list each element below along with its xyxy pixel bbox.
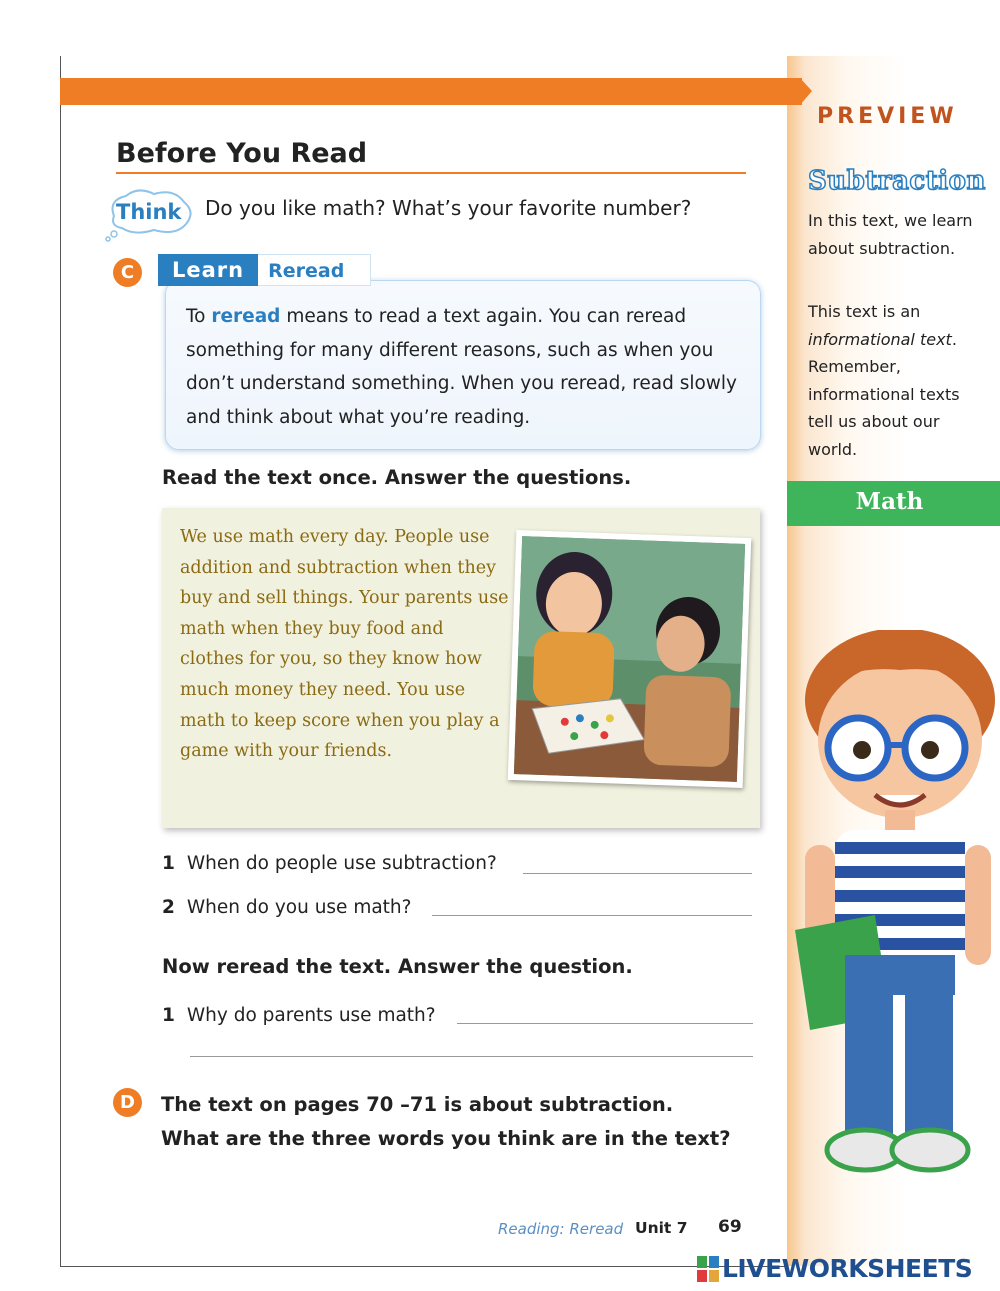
question-item [162, 1005, 436, 1026]
answer-line[interactable] [523, 873, 752, 874]
title-underline [116, 172, 746, 174]
question-item [162, 853, 497, 874]
liveworksheets-watermark [697, 1254, 972, 1283]
preview-label: PREVIEW [817, 104, 958, 129]
answer-line[interactable] [457, 1023, 753, 1024]
question-text: Why do parents use math? [186, 1005, 436, 1026]
footer-unit: Unit 7 [635, 1219, 688, 1237]
question-text: When do you use math? [186, 897, 412, 918]
sidebar-paragraph-2-end: . Remember, informational texts tell us about our world. [808, 329, 960, 459]
learn-text-start: To [186, 306, 212, 327]
learn-tab-label: Learn [158, 254, 258, 286]
sidebar-paragraph-2 [808, 298, 988, 463]
learn-text [186, 300, 746, 434]
section-c-badge: C [113, 258, 142, 287]
question-item [162, 897, 411, 918]
sidebar-title: Subtraction [808, 166, 986, 196]
instruction-reread: Now reread the text. Answer the question. [162, 955, 633, 978]
page-title: Before You Read [116, 138, 368, 169]
learn-keyword: reread [211, 306, 281, 327]
top-orange-bar [60, 78, 802, 105]
instruction-read-once: Read the text once. Answer the questions. [162, 466, 632, 489]
kids-playing-game-illustration [508, 530, 752, 788]
reread-tab-label: Reread [258, 254, 371, 286]
sidebar-paragraph-2-italic: informational text [808, 329, 952, 349]
answer-line[interactable] [432, 915, 752, 916]
question-text: When do people use subtraction? [186, 853, 497, 874]
learn-text-end: means to read a text again. You can reread something for many different reasons, such as when you don’t understand something. When you reread, read slowly and think about what you’re reading. [186, 306, 738, 428]
think-question: Do you like math? What’s your favorite number? [205, 196, 692, 220]
learn-tab [158, 254, 371, 286]
top-bar-tip [800, 78, 812, 105]
section-d-text [161, 1088, 731, 1155]
footer-skill: Reading: Reread [498, 1220, 624, 1238]
question-number: 1 [162, 853, 175, 874]
section-d-badge: D [113, 1088, 142, 1117]
math-label: Math [855, 488, 924, 515]
liveworksheets-logo-icon [697, 1256, 719, 1282]
watermark-text: LIVEWORKSHEETS [722, 1254, 973, 1283]
sidebar-paragraph-2-start: This text is an [808, 302, 921, 321]
question-number: 1 [162, 1005, 175, 1026]
question-number: 2 [162, 897, 175, 918]
sidebar-paragraph-1: In this text, we learn about subtraction. [808, 211, 973, 258]
boy-character-illustration [780, 630, 1000, 1210]
page-number: 69 [718, 1217, 742, 1237]
think-label: Think [116, 200, 182, 224]
section-d-line-2: What are the three words you think are in the text? [161, 1126, 731, 1150]
answer-line[interactable] [190, 1056, 753, 1057]
think-bubble-icon [104, 186, 196, 242]
section-d-line-1: The text on pages 70 –71 is about subtraction. [161, 1093, 674, 1116]
story-text: We use math every day. People use addition and subtraction when they buy and sell things. Your parents use math when they buy food and clothes for you, so they know how much money they need. You use math to keep score when you play a game with your friends. [180, 527, 509, 762]
